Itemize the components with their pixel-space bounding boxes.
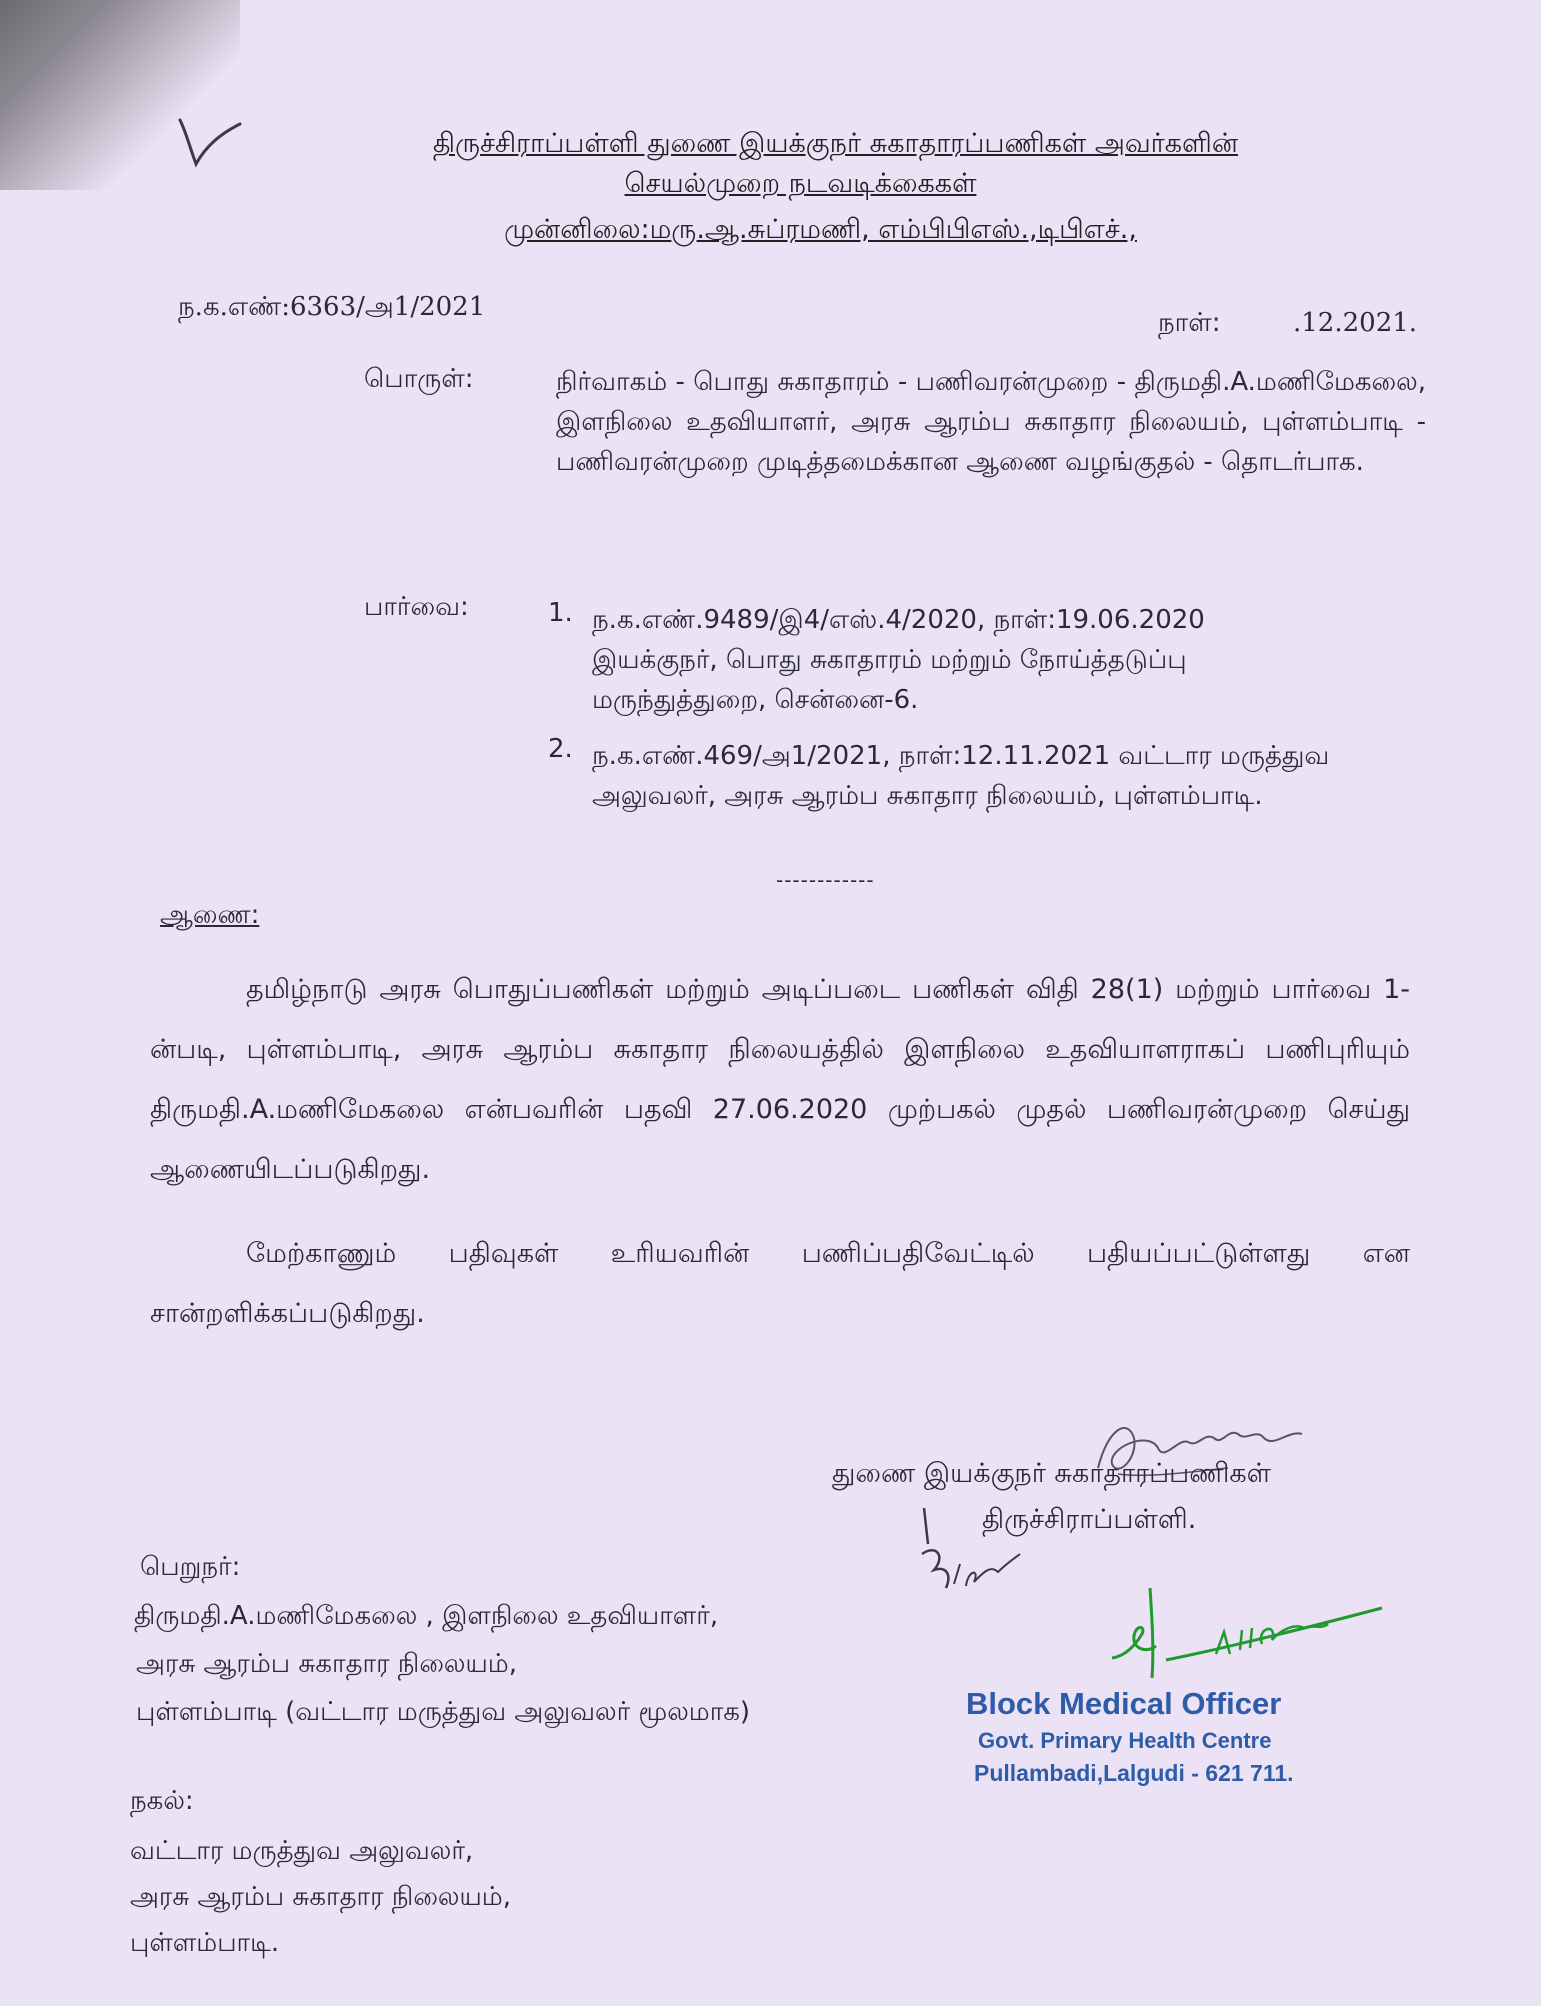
address-line: அரசு ஆரம்ப சுகாதார நிலையம், xyxy=(130,1882,511,1912)
stamp-line: Pullambadi,Lalgudi - 621 711. xyxy=(974,1760,1294,1786)
address-line: புள்ளம்பாடி (வட்டார மருத்துவ அலுவலர் மூலமாக) xyxy=(136,1697,751,1727)
officer-signature-image xyxy=(1106,1578,1396,1688)
reference-item: ந.க.எண்.9489/இ4/எஸ்.4/2020, நாள்:19.06.2020 இயக்குநர், பொது சுகாதாரம் மற்றும் நோய்த்தடுப்பு மருந்துத்துறை, சென்னை-6. xyxy=(592,605,1205,715)
reference-item-number: 1. xyxy=(548,598,573,628)
official-stamp xyxy=(964,1686,1294,1787)
copy-label: நகல்: xyxy=(130,1786,194,1816)
reference-number: ந.க.எண்:6363/அ1/2021 xyxy=(178,292,486,322)
recipient-label: பெறுநர்: xyxy=(140,1552,241,1582)
certification-paragraph: மேற்காணும் பதிவுகள் உரியவரின் பணிப்பதிவேட்டில் பதியப்பட்டுள்ளது என சான்றளிக்கப்படுகிறது. xyxy=(150,1238,1410,1329)
address-line: வட்டார மருத்துவ அலுவலர், xyxy=(130,1836,474,1866)
order-paragraph: தமிழ்நாடு அரசு பொதுப்பணிகள் மற்றும் அடிப்படை பணிகள் விதி 28(1) மற்றும் பார்வை 1-ன்படி, புள்ளம்பாடி, அரசு ஆரம்ப சுகாதார நிலையத்தில் இளநிலை உதவியாளராகப் பணிபுரியும் திருமதி.A.மணிமேகலை என்பவரின் பதவி 27.06.2020 முற்பகல் முதல் பணிவரன்முறை செய்து ஆணையிடப்படுகிறது. xyxy=(150,974,1410,1185)
header-title-line1: திருச்சிராப்பள்ளி துணை இயக்குநர் சுகாதாரப்பணிகள் அவர்களின் xyxy=(432,128,1239,159)
address-line: அரசு ஆரம்ப சுகாதார நிலையம், xyxy=(136,1649,517,1679)
references-label: பார்வை: xyxy=(364,592,469,622)
date-label: நாள்: xyxy=(1158,308,1221,338)
subject-text xyxy=(556,362,1426,482)
order-heading: ஆணை: xyxy=(160,900,260,930)
header-presence-line: முன்னிலை:மரு.ஆ.சுப்ரமணி, எம்பிபிஎஸ்.,டிபிஎச்., xyxy=(504,214,1137,245)
separator: ------------ xyxy=(776,868,875,892)
reference-item-number: 2. xyxy=(548,734,573,764)
stamp-line: Govt. Primary Health Centre xyxy=(978,1728,1272,1753)
address-line: திருமதி.A.மணிமேகலை , இளநிலை உதவியாளர், xyxy=(134,1601,719,1631)
signatory-place: திருச்சிராப்பள்ளி. xyxy=(982,1504,1197,1535)
subject-label: பொருள்: xyxy=(364,364,474,394)
initial-mark-image xyxy=(916,1504,1026,1604)
address-line: புள்ளம்பாடி. xyxy=(130,1928,280,1958)
copy-address xyxy=(130,1828,511,1966)
stamp-line: Block Medical Officer xyxy=(966,1686,1282,1721)
header-title-line2: செயல்முறை நடவடிக்கைகள் xyxy=(624,168,977,199)
recipient-address xyxy=(134,1592,750,1736)
subject-body: நிர்வாகம் - பொது சுகாதாரம் - பணிவரன்முறை - திருமதி.A.மணிமேகலை, இளநிலை உதவியாளர், அரசு ஆரம்ப சுகாதார நிலையம், புள்ளம்பாடி - பணிவரன்முறை முடித்தமைக்கான ஆணை வழங்குதல் - தொடர்பாக. xyxy=(556,367,1427,477)
signatory-title: துணை இயக்குநர் சுகாதாரப்பணிகள் xyxy=(832,1458,1272,1489)
date-value: .12.2021. xyxy=(1293,308,1418,338)
reference-item: ந.க.எண்.469/அ1/2021, நாள்:12.11.2021 வட்டார மருத்துவ அலுவலர், அரசு ஆரம்ப சுகாதார நிலையம், புள்ளம்பாடி. xyxy=(592,741,1330,811)
